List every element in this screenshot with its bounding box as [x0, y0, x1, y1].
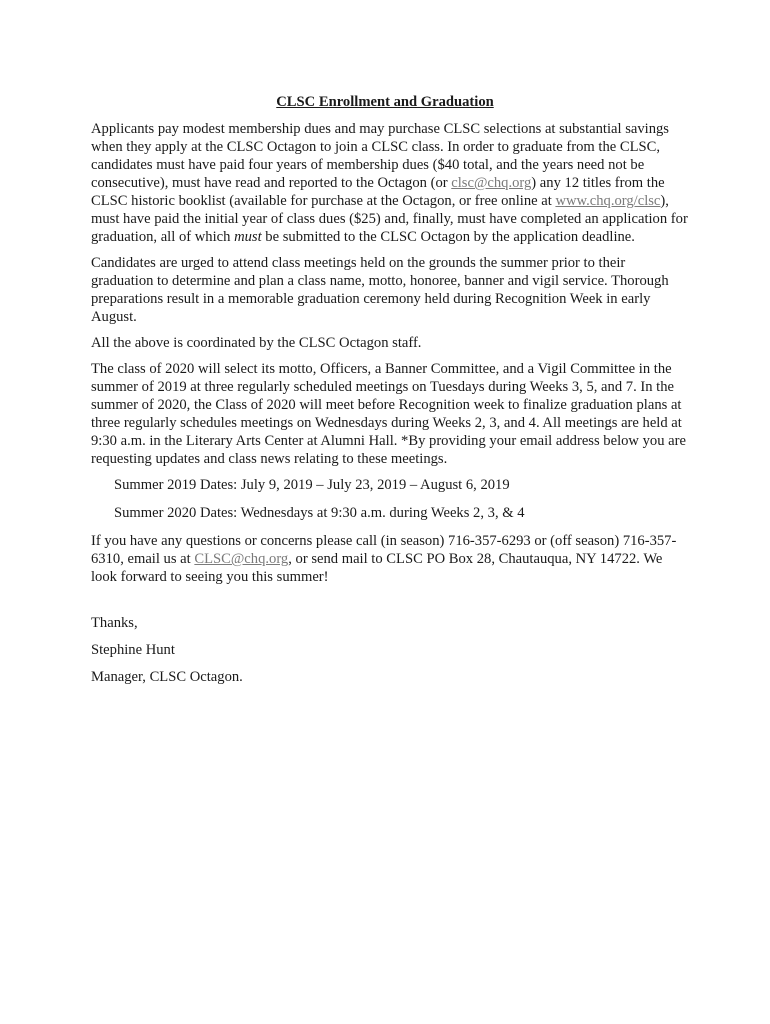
enrollment-text-1: Applicants pay modest membership dues and may purchase CLSC selections at substantial savings when they apply at the CLSC Octagon to join a CLSC class. In order to graduate from the CLSC, candidates must have paid four years of membership dues ($40 total, and the years need not be consecutive), must have read and reported to the Octagon (or	[91, 121, 669, 191]
emphasis-must: must	[234, 229, 262, 245]
signer-name: Stephine Hunt	[91, 642, 175, 658]
paragraph-enrollment	[91, 120, 691, 246]
email-link-uppercase[interactable]: CLSC@chq.org	[194, 551, 289, 567]
enrollment-text-2: ) any 12 titles from the CLSC historic booklist (available for purchase at the Octagon, or free online at	[91, 175, 665, 209]
paragraph-coordination: All the above is coordinated by the CLSC Octagon staff.	[91, 335, 422, 351]
closing: Thanks,	[91, 615, 138, 631]
enrollment-text-3: ), must have paid the initial year of class dues ($25) and, finally, must have completed an application for graduation, all of which	[91, 193, 688, 245]
website-link[interactable]: www.chq.org/clsc	[555, 193, 661, 209]
summer-2019-dates: Summer 2019 Dates: July 9, 2019 – July 23, 2019 – August 6, 2019	[114, 477, 510, 493]
signer-title: Manager, CLSC Octagon.	[91, 669, 243, 685]
contact-text-1: If you have any questions or concerns please call (in season) 716-357-6293 or (off season) 716-357-6310, email us at	[91, 533, 677, 567]
email-link-lowercase[interactable]: clsc@chq.org	[451, 175, 532, 191]
contact-text-2: , or send mail to CLSC PO Box 28, Chautauqua, NY 14722. We look forward to seeing you this summer!	[91, 551, 663, 585]
spacer	[91, 594, 691, 614]
document-page	[91, 93, 691, 695]
paragraph-class-meetings: Candidates are urged to attend class meetings held on the grounds the summer prior to their graduation to determine and plan a class name, motto, honoree, banner and vigil service. Thorough preparations result in a memorable graduation ceremony held during Recognition Week in early August.	[91, 255, 669, 325]
paragraph-class-of-2020: The class of 2020 will select its motto, Officers, a Banner Committee, and a Vigil Committee in the summer of 2019 at three regularly scheduled meetings on Tuesdays during Weeks 3, 5, and 7. In the summer of 2020, the Class of 2020 will meet before Recognition week to finalize graduation plans at three regularly schedules meetings on Wednesdays during Weeks 2, 3, and 4. All meetings are held at 9:30 a.m. in the Literary Arts Center at Alumni Hall. *By providing your email address below you are requesting updates and class news relating to these meetings.	[91, 361, 686, 467]
summer-2020-dates: Summer 2020 Dates: Wednesdays at 9:30 a.m. during Weeks 2, 3, & 4	[114, 505, 525, 521]
paragraph-contact	[91, 532, 691, 586]
document-title: CLSC Enrollment and Graduation	[276, 94, 494, 110]
enrollment-text-4: be submitted to the CLSC Octagon by the application deadline.	[261, 229, 635, 245]
